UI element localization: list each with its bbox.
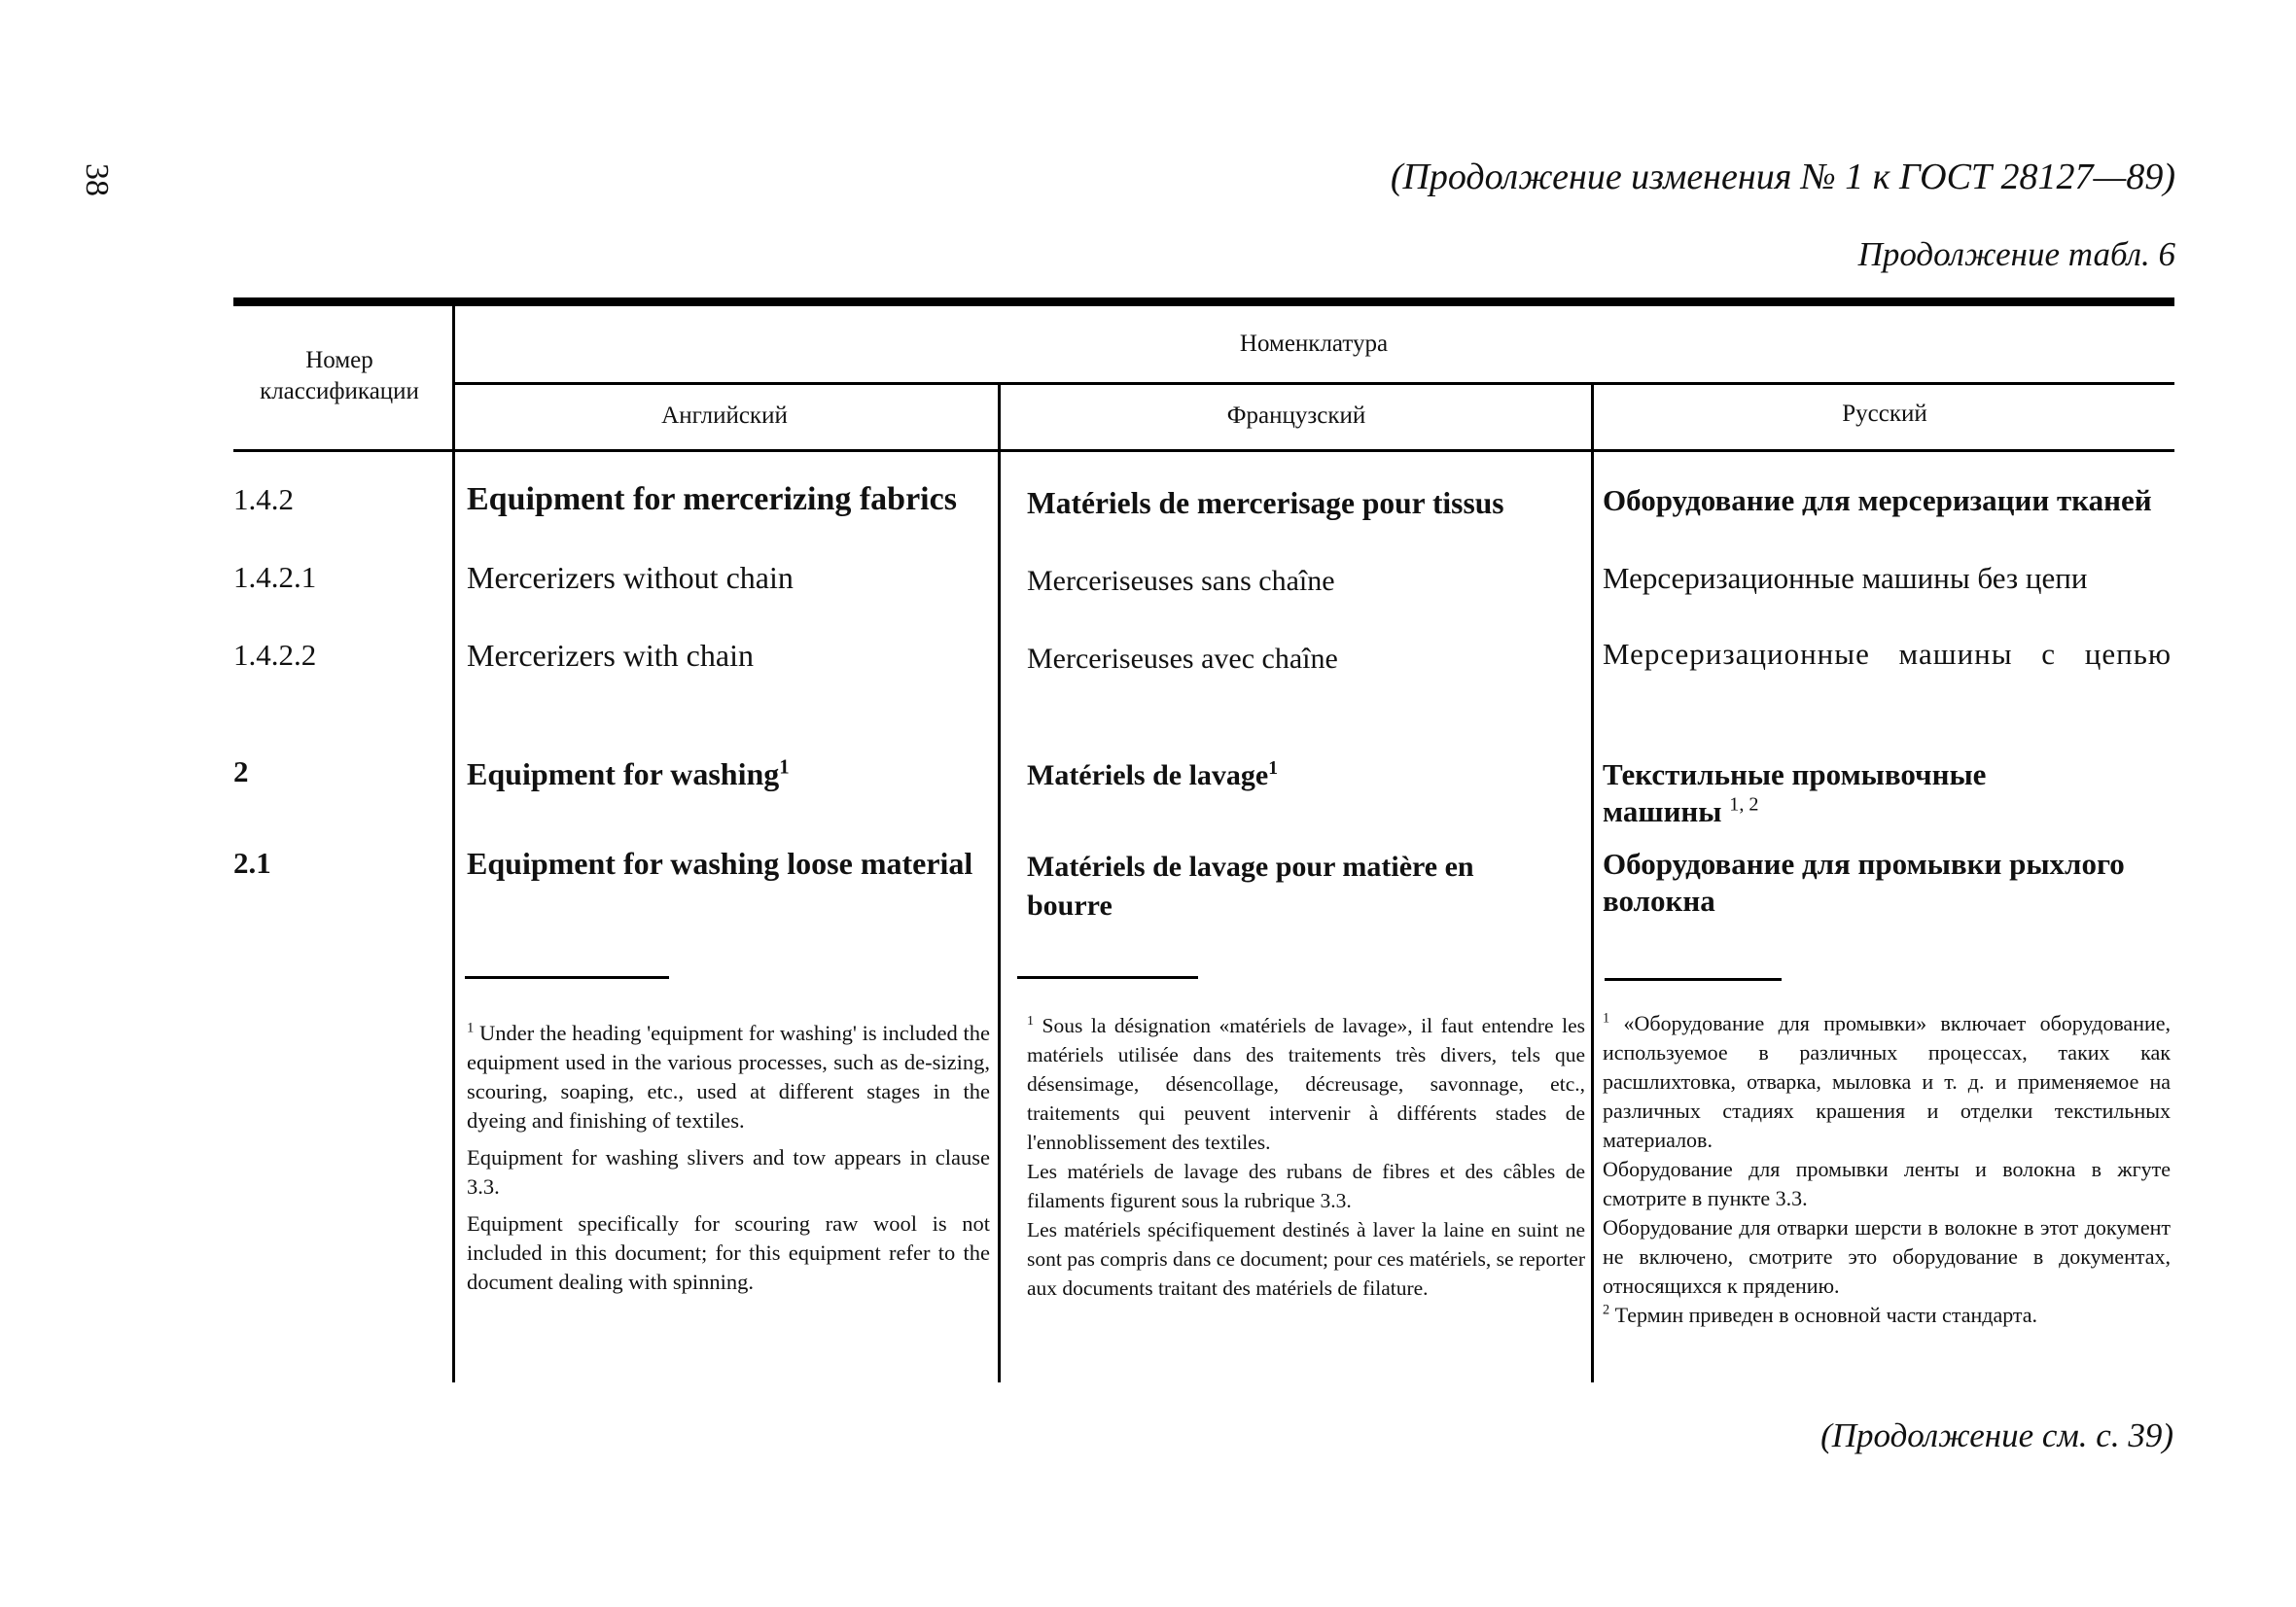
row-code: 1.4.2.2 (233, 638, 317, 672)
table-top-rule (233, 297, 2174, 306)
footnote: $^2$ Термин приведен в основной части стандарта. (1603, 1302, 2038, 1327)
row-term-english: Equipment for washing loose material (467, 846, 973, 881)
footnote-rule-french (1017, 976, 1198, 979)
footnote: Equipment specifically for scouring raw wool is not included in this document; for this equipment refer to the document dealing with spinning. (467, 1211, 990, 1294)
page-number: 38 (79, 163, 115, 196)
footnote: Les matériels de lavage des rubans de fibres et des câbles de filaments figurent sous la rubrique 3.3. (1027, 1160, 1585, 1212)
footnote-rule-english (465, 976, 669, 979)
header-nomenclature: Номенклатура (1239, 331, 1389, 357)
row-term-french: Matériels de lavage$^1$ (1027, 758, 1278, 791)
row-code: 1.4.2 (233, 482, 294, 516)
footnote-marker: 1 (779, 755, 790, 779)
row-term-english: Equipment for mercerizing fabrics (467, 481, 957, 517)
row-term-french: Matériels de lavage pour matière en bourre (1027, 851, 1474, 922)
row-term-russian: Оборудование для мерсеризации тканей (1603, 483, 2152, 517)
page-continuation-footer: (Продолжение см. с. 39) (1820, 1416, 2173, 1454)
footnote: $^1$ Under the heading 'equipment for washing' is included the equipment used in the various processes, such as de-sizing, scouring, soaping, etc., used at different stages in the dyeing and finishing of textiles. (467, 1020, 990, 1133)
row-code: 1.4.2.1 (233, 560, 317, 594)
footnote: $^1$ Sous la désignation «matériels de lavage», il faut entendre les matériels utilisée dans des traitements très divers, tels que désensimage, désencollage, décreusage, savonnage, etc., traitements qui peuvent intervenir à différents stades de l'ennoblissement des textiles. (1027, 1013, 1585, 1154)
row-term-english: Mercerizers with chain (467, 638, 754, 673)
row-term-french: Matériels de mercerisage pour tissus (1027, 486, 1504, 520)
footnote: Оборудование для отварки шерсти в волокне в этот документ не включено, смотрите это оборудование в документах, относящихся к прядению. (1603, 1215, 2171, 1298)
row-term-french: Merceriseuses avec chaîne (1027, 643, 1338, 675)
column-divider-2 (998, 383, 1001, 1382)
column-divider-3 (1591, 383, 1594, 1382)
footnote-marker: 1 (1268, 758, 1278, 779)
footnote: Equipment for washing slivers and tow appears in clause 3.3. (467, 1145, 990, 1199)
row-term-french: Merceriseuses sans chaîne (1027, 565, 1335, 597)
row-code: 2 (233, 754, 249, 788)
footnote: Оборудование для промывки ленты и волокна в жгуте смотрите в пункте 3.3. (1603, 1157, 2171, 1210)
column-divider-1 (452, 305, 455, 1382)
row-term-russian: Мерсеризационные машины без цепи (1603, 561, 2088, 595)
row-term-russian: Оборудование для промывки рыхлого волокна (1603, 847, 2125, 918)
header-bottom-rule (233, 449, 2174, 452)
row-term-russian: Мерсеризационные машины с цепью (1603, 637, 2172, 671)
table-continuation-label: Продолжение табл. 6 (1857, 235, 2175, 273)
header-english: Английский (661, 402, 788, 429)
footnotes-russian (1603, 1009, 2171, 1330)
footnote-rule-russian (1605, 978, 1782, 981)
footnotes-english (467, 1019, 990, 1305)
row-term-english: Equipment for washing$^1$ (467, 755, 790, 791)
header-classification-number: Номер классификации (260, 347, 419, 404)
row-code: 2.1 (233, 846, 271, 880)
footnote: Les matériels spécifiquement destinés à laver la laine en suint ne sont pas compris dans ce document; pour ces matériels, se reporter aux documents traitant des matériels de filature. (1027, 1218, 1585, 1300)
document-header-title: (Продолжение изменения № 1 к ГОСТ 28127—89) (1390, 157, 2175, 197)
header-french: Французский (1226, 402, 1366, 429)
footnote: $^1$ «Оборудование для промывки» включает оборудование, используемое в различных процессах, таких как расшлихтовка, отварка, мыловка и т. д. и применяемое на различных стадиях крашения и отделки текстильных материалов. (1603, 1010, 2172, 1152)
footnote-marker: 1, 2 (1729, 793, 1759, 816)
row-term-russian: Текстильные промывочные машины $^{1, 2}$ (1603, 757, 1987, 828)
header-nomenclature-rule (453, 382, 2174, 385)
header-russian: Русский (1842, 401, 1927, 427)
footnotes-french (1027, 1011, 1585, 1303)
row-term-english: Mercerizers without chain (467, 560, 794, 595)
